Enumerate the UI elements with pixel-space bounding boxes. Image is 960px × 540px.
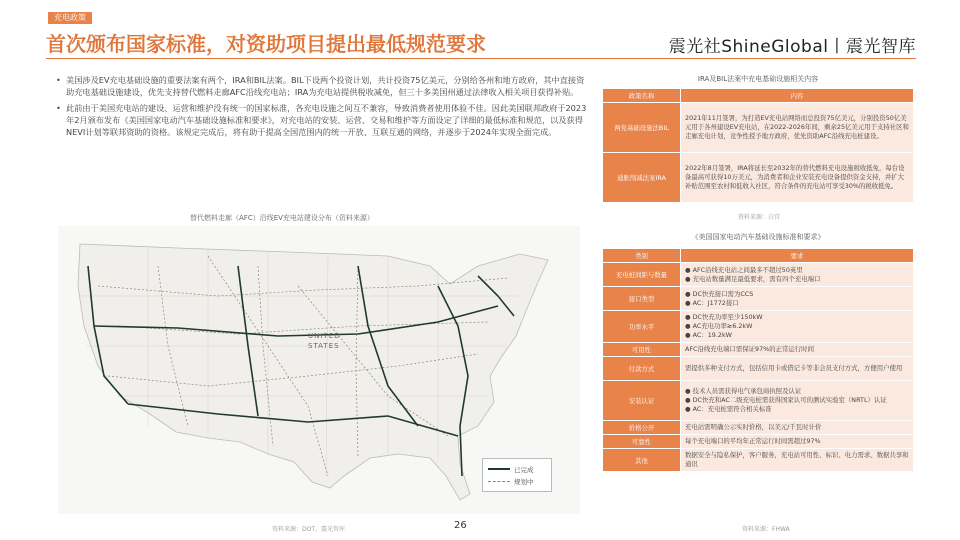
section-tag: 充电政策 [48, 12, 92, 24]
row-text: ● DC快充功率至少150kW ● AC充电功率≥6.2kW ● AC：19.2kW [681, 311, 914, 343]
row-label: 充电桩间距与数量 [603, 263, 681, 287]
table-header-cell: 内容 [681, 89, 914, 103]
row-text: ● DC快充接口需为CCS ● AC：J1772接口 [681, 287, 914, 311]
table-row [603, 357, 914, 381]
requirements-table [602, 248, 914, 472]
row-label: 价格公开 [603, 421, 681, 435]
row-text: ● AFC沿线充电站之间最多不超过50英里 ● 充电站数量满足最低要求，需有四个充电端口 [681, 263, 914, 287]
row-label: 功率水平 [603, 311, 681, 343]
row-label: 通胀削减法案IRA [603, 153, 681, 203]
table-row [603, 153, 914, 203]
row-label: 其他 [603, 449, 681, 472]
row-label: 可用性 [603, 343, 681, 357]
bullet-list [56, 74, 588, 142]
table-row [603, 421, 914, 435]
table-row [603, 263, 914, 287]
map-source: 资料来源：DOT、震光智库 [272, 526, 346, 533]
table2-source: 资料来源：FHWA [742, 526, 790, 533]
row-label: 接口类型 [603, 287, 681, 311]
table-header-cell: 要求 [681, 249, 914, 263]
table1-source: 资料来源：白宫 [738, 214, 781, 221]
row-label: 两党基础设施法BIL [603, 103, 681, 153]
row-text: 每个充电端口的平均年正常运行时间需超过97% [681, 435, 914, 449]
title-divider [46, 58, 916, 59]
legend-entry: 已完成 [488, 463, 546, 475]
row-text: AFC沿线充电端口需保证97%的正常运行时间 [681, 343, 914, 357]
country-label: STATES [308, 342, 340, 350]
table-header-cell: 类别 [603, 249, 681, 263]
row-text: 数据安全与隐私保护，客户服务，充电站可用性、标识、电力需求、数据共享和通讯 [681, 449, 914, 472]
table-row [603, 287, 914, 311]
table-row [603, 343, 914, 357]
table-row [603, 435, 914, 449]
bullet-item: • 美国涉及EV充电基础设施的重要法案有两个，IRA和BIL法案。BIL下设两个投资计划，共计投资75亿美元，分别给各州和地方政府，其中直接资助充电基础设施建设，优先支持替代燃料走廊AFC沿线充电站；IRA为充电站提供税收减免，但三十多美国州通过法律收入相关项目获得补贴。 [56, 74, 588, 98]
map-caption: 替代燃料走廊（AFC）沿线EV充电站建设分布（资料来源） [190, 214, 374, 222]
table-row [603, 103, 914, 153]
table2-caption: 《美国国家电动汽车基础设施标准和要求》 [691, 233, 825, 241]
brand-logo: 震光社ShineGlobal丨震光智库 [668, 37, 916, 57]
row-text: 2022年8月签署，IRA将延长至2032年的替代燃料充电设施税收抵免，每台设备最高可获得10万美元，为消费者和企业安装充电设备提供资金支持，并扩大补贴范围至农村和低收入社区，符合条件的充电站可享受30%的税收抵免。 [681, 153, 914, 203]
row-label: 安装认证 [603, 381, 681, 421]
row-text: 充电站需明确公示实时价格，以美元/千瓦时计价 [681, 421, 914, 435]
country-label: UNITED [308, 332, 341, 340]
table1-caption: IRA及BIL法案中充电基础设施相关内容 [697, 75, 819, 83]
row-text: 2021年11月签署，为打造EV充电站网络而总投资75亿美元，分别投资50亿美元用于各州建设EV充电站，在2022-2026年间，剩余25亿美元用于支持社区和走廊充电计划，竞争性授予地方政府，优先资助AFC沿线充电桩建设。 [681, 103, 914, 153]
row-label: 付款方式 [603, 357, 681, 381]
row-text: 需提供多种支付方式，包括信用卡或借记卡等非会员支付方式，方便用户使用 [681, 357, 914, 381]
table-header-row [603, 89, 914, 103]
table-row [603, 449, 914, 472]
page-title: 首次颁布国家标准，对资助项目提出最低规范要求 [46, 32, 486, 56]
policy-table [602, 88, 914, 203]
table-header-cell: 政策名称 [603, 89, 681, 103]
row-text: ● 技术人员需获得电气承包商执照及认证 ● DC快充和AC二级充电桩需获得国家认可的测试实验室（NRTL）认证 ● AC：充电桩需符合相关标准 [681, 381, 914, 421]
page-number: 26 [454, 520, 467, 531]
map-legend [482, 458, 552, 492]
bullet-item: • 此前由于美国充电站的建设、运营和维护没有统一的国家标准，各充电设施之间互不兼容，导致消费者使用体验不佳。因此美国联邦政府于2023年2月颁布发布《美国国家电动汽车基础设施标准和要求》，对充电站的安装、运营、交易和维护等方面设定了详细的最低标准和规范，以及获得NEVI计划等联邦资助的资格。该规定完成后，将有助于提高全国范围内的统一开放、互联互通的网络，并逐步于2024年实现全面完成。 [56, 102, 588, 138]
row-label: 可靠性 [603, 435, 681, 449]
table-header-row [603, 249, 914, 263]
table-row [603, 311, 914, 343]
table-row [603, 381, 914, 421]
legend-entry: 规划中 [488, 475, 546, 487]
